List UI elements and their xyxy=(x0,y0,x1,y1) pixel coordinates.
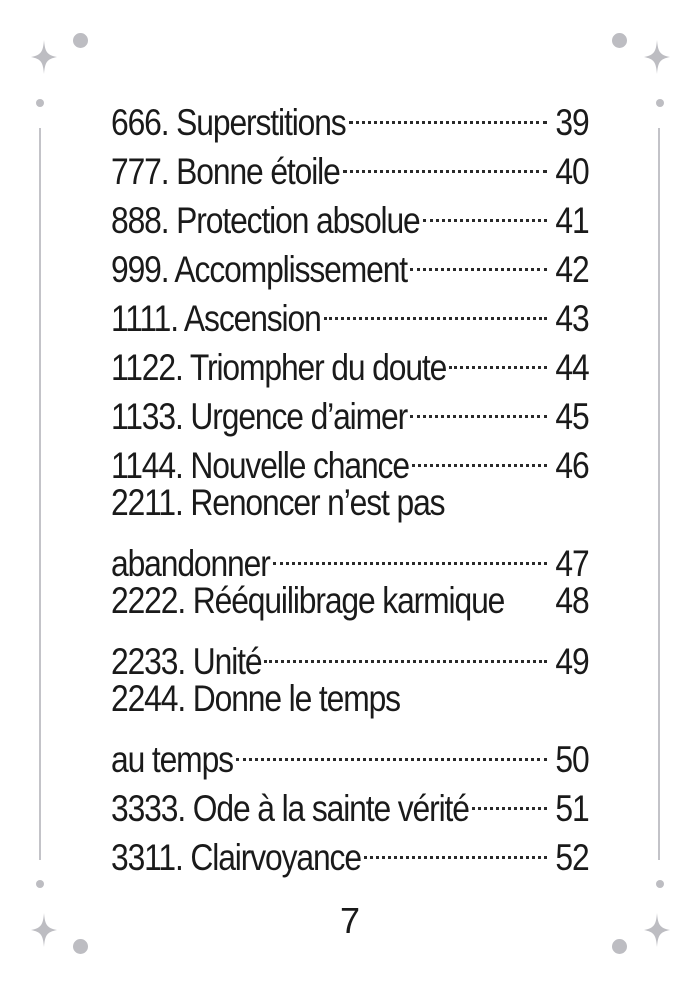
toc-entry-page: 46 xyxy=(555,445,589,486)
toc-entry[interactable] xyxy=(111,478,589,527)
dot-leader xyxy=(410,233,547,282)
left-vertical-rule xyxy=(39,128,41,860)
right-vertical-rule xyxy=(658,128,660,860)
toc-entry-continuation[interactable] xyxy=(111,527,589,584)
toc-entry-title: 2233. Unité xyxy=(111,641,262,682)
toc-entry-page: 48 xyxy=(555,580,589,621)
dot-icon xyxy=(73,33,88,48)
toc-entry-page: 51 xyxy=(555,788,589,829)
dot-icon xyxy=(656,99,664,107)
toc-entry-page: 44 xyxy=(555,347,589,388)
dot-leader xyxy=(273,527,548,576)
toc-entry-page: 52 xyxy=(555,837,589,878)
toc-entry-page: 41 xyxy=(555,200,589,241)
dot-leader xyxy=(343,135,548,184)
toc-entry-title: 1111. Ascension xyxy=(111,298,321,339)
toc-entry-title: 2222. Rééquilibrage karmique xyxy=(111,580,505,621)
dot-leader xyxy=(264,625,547,674)
dot-icon xyxy=(36,880,44,888)
toc-entry-title: 666. Superstitions xyxy=(111,102,346,143)
toc-entry-title: 888. Protection absolue xyxy=(111,200,420,241)
sparkle-star-icon xyxy=(31,40,57,74)
dot-leader xyxy=(349,86,548,135)
dot-leader xyxy=(472,772,548,821)
dot-leader xyxy=(410,380,547,429)
toc-entry-continuation[interactable] xyxy=(111,723,589,780)
dot-leader xyxy=(423,184,548,233)
toc-entry[interactable] xyxy=(111,625,589,682)
toc-entry-title: 999. Accomplissement xyxy=(111,249,408,290)
dot-leader xyxy=(364,821,548,870)
toc-entry-title: 3333. Ode à la sainte vérité xyxy=(111,788,469,829)
dot-icon xyxy=(656,880,664,888)
toc-entry-page: 49 xyxy=(555,641,589,682)
toc-entry-page: 42 xyxy=(555,249,589,290)
dot-leader xyxy=(324,282,548,331)
toc-entry[interactable] xyxy=(111,674,589,723)
dot-leader xyxy=(412,429,547,478)
toc-entry-title: 1122. Triompher du doute xyxy=(111,347,447,388)
toc-entry[interactable] xyxy=(111,576,589,625)
dot-leader xyxy=(449,331,547,380)
table-of-contents xyxy=(111,86,589,878)
toc-entry-title: 1133. Urgence d’aimer xyxy=(111,396,408,437)
dot-icon xyxy=(612,33,627,48)
toc-entry-page: 40 xyxy=(555,151,589,192)
toc-entry-page: 50 xyxy=(555,739,589,780)
toc-entry-page: 39 xyxy=(555,102,589,143)
toc-entry-title: 2211. Renoncer n’est pas xyxy=(111,482,445,523)
toc-entry-page: 45 xyxy=(555,396,589,437)
toc-entry-title: 777. Bonne étoile xyxy=(111,151,340,192)
sparkle-star-icon xyxy=(644,40,670,74)
dot-leader xyxy=(236,723,548,772)
toc-entry-title-continuation: abandonner xyxy=(111,543,270,584)
toc-entry-page: 47 xyxy=(555,543,589,584)
toc-entry-title: 2244. Donne le temps xyxy=(111,678,400,719)
toc-entry-title: 3311. Clairvoyance xyxy=(111,837,361,878)
toc-entry-page: 43 xyxy=(555,298,589,339)
page-number: 7 xyxy=(339,900,361,941)
toc-entry[interactable] xyxy=(111,86,589,143)
toc-entry-title: 1144. Nouvelle chance xyxy=(111,445,409,486)
dot-icon xyxy=(36,99,44,107)
toc-entry-title-continuation: au temps xyxy=(111,739,233,780)
